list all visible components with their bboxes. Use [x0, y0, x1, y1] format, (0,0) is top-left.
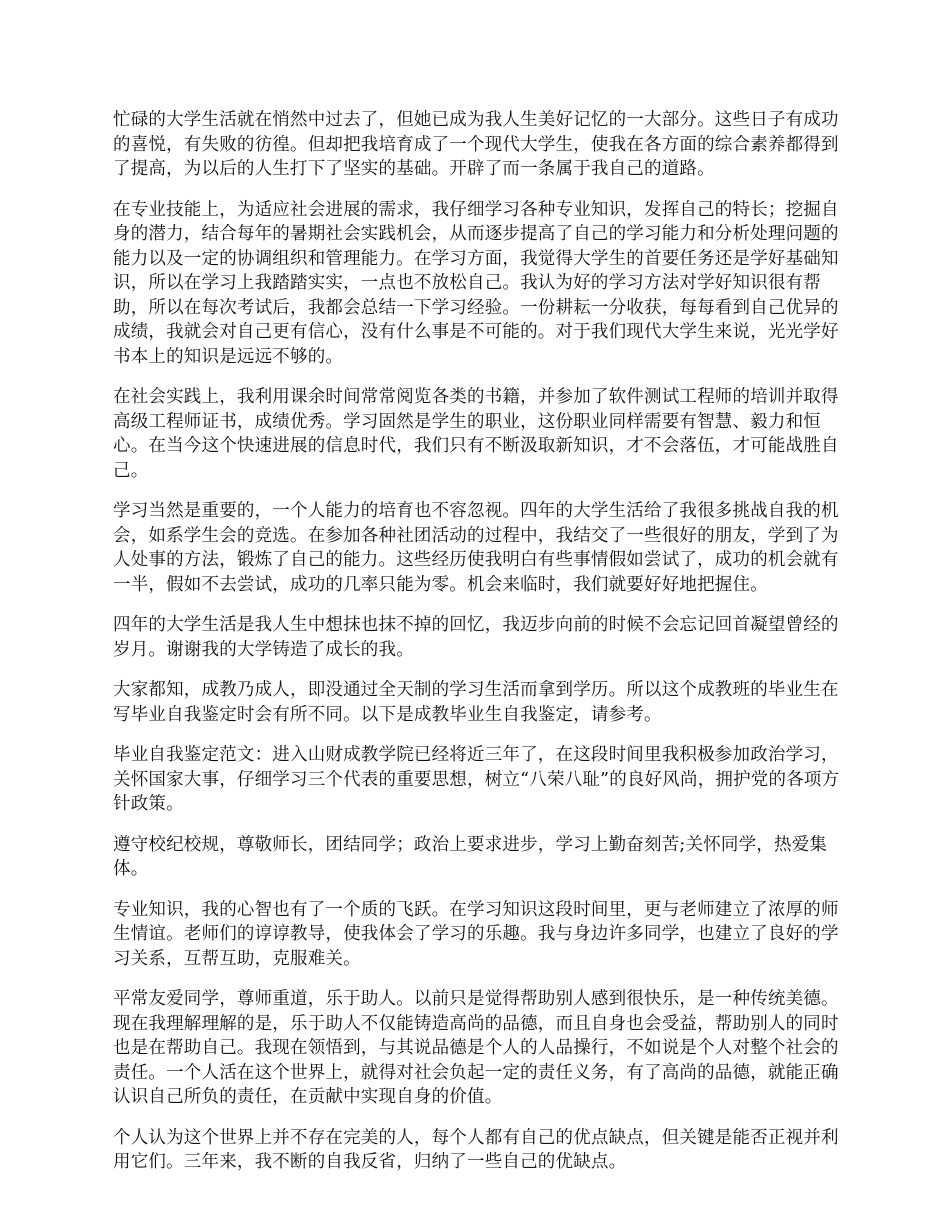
paragraph-2: 在专业技能上，为适应社会进展的需求，我仔细学习各种专业知识，发挥自己的特长；挖掘自身的潜力，结合每年的暑期社会实践机会，从而逐步提高了自己的学习能力和分析处理问题的能力以及一定的协调组织和管理能力。在学习方面，我觉得大学生的首要任务还是学好基础知识，所以在学习上我踏踏实实，一点也不放松自己。我认为好的学习方法对学好知识很有帮助，所以在每次考试后，我都会总结一下学习经验。一份耕耘一分收获，每每看到自己优异的成绩，我就会对自己更有信心，没有什么事是不可能的。对于我们现代大学生来说，光光学好书本上的知识是远远不够的。 [113, 199, 839, 367]
paragraph-3: 在社会实践上，我利用课余时间常常阅览各类的书籍，并参加了软件测试工程师的培训并取得高级工程师证书，成绩优秀。学习固然是学生的职业，这份职业同样需要有智慧、毅力和恒心。在当今这个快速进展的信息时代，我们只有不断汲取新知识，才不会落伍，才可能战胜自己。 [113, 387, 839, 481]
paragraph-11: 个人认为这个世界上并不存在完美的人，每个人都有自己的优点缺点，但关键是能否正视并利用它们。三年来，我不断的自我反省，归纳了一些自己的优缺点。 [113, 1127, 839, 1172]
paragraph-9: 专业知识，我的心智也有了一个质的飞跃。在学习知识这段时间里，更与老师建立了浓厚的师生情谊。老师们的谆谆教导，使我体会了学习的乐趣。我与身边许多同学，也建立了良好的学习关系，互帮互助，克服难关。 [113, 899, 839, 969]
paragraph-6: 大家都知，成教乃成人，即没通过全天制的学习生活而拿到学历。所以这个成教班的毕业生在写毕业自我鉴定时会有所不同。以下是成教毕业生自我鉴定，请参考。 [113, 680, 839, 725]
paragraph-10: 平常友爱同学，尊师重道，乐于助人。以前只是觉得帮助别人感到很快乐，是一种传统美德。现在我理解理解的是，乐于助人不仅能铸造高尚的品德，而且自身也会受益，帮助别人的同时也是在帮助自己。我现在领悟到，与其说品德是个人的人品操行，不如说是个人对整个社会的责任。一个人活在这个世界上，就得对社会负起一定的责任义务，有了高尚的品德，就能正确认识自己所负的责任，在贡献中实现自身的价值。 [113, 989, 839, 1107]
paragraph-8: 遵守校纪校规，尊敬师长，团结同学；政治上要求进步，学习上勤奋刻苦;关怀同学，热爱集体。 [113, 834, 828, 879]
paragraph-7: 毕业自我鉴定范文：进入山财成教学院已经将近三年了，在这段时间里我积极参加政治学习，关怀国家大事，仔细学习三个代表的重要思想，树立“八荣八耻”的良好风尚，拥护党的各项方针政策。 [113, 745, 840, 814]
document-body [113, 108, 843, 1191]
paragraph-4: 学习当然是重要的，一个人能力的培育也不容忽视。四年的大学生活给了我很多挑战自我的机会，如系学生会的竞选。在参加各种社团活动的过程中，我结交了一些很好的朋友，学到了为人处事的方法，锻炼了自己的能力。这些经历使我明白有些事情假如尝试了，成功的机会就有一半，假如不去尝试，成功的几率只能为零。机会来临时，我们就要好好地把握住。 [113, 501, 839, 595]
paragraph-5: 四年的大学生活是我人生中想抹也抹不掉的回忆，我迈步向前的时候不会忘记回首凝望曾经的岁月。谢谢我的大学铸造了成长的我。 [113, 615, 839, 660]
paragraph-1: 忙碌的大学生活就在悄然中过去了，但她已成为我人生美好记忆的一大部分。这些日子有成功的喜悦，有失败的彷徨。但却把我培育成了一个现代大学生，使我在各方面的综合素养都得到了提高，为以后的人生打下了坚实的基础。开辟了而一条属于我自己的道路。 [113, 110, 839, 179]
